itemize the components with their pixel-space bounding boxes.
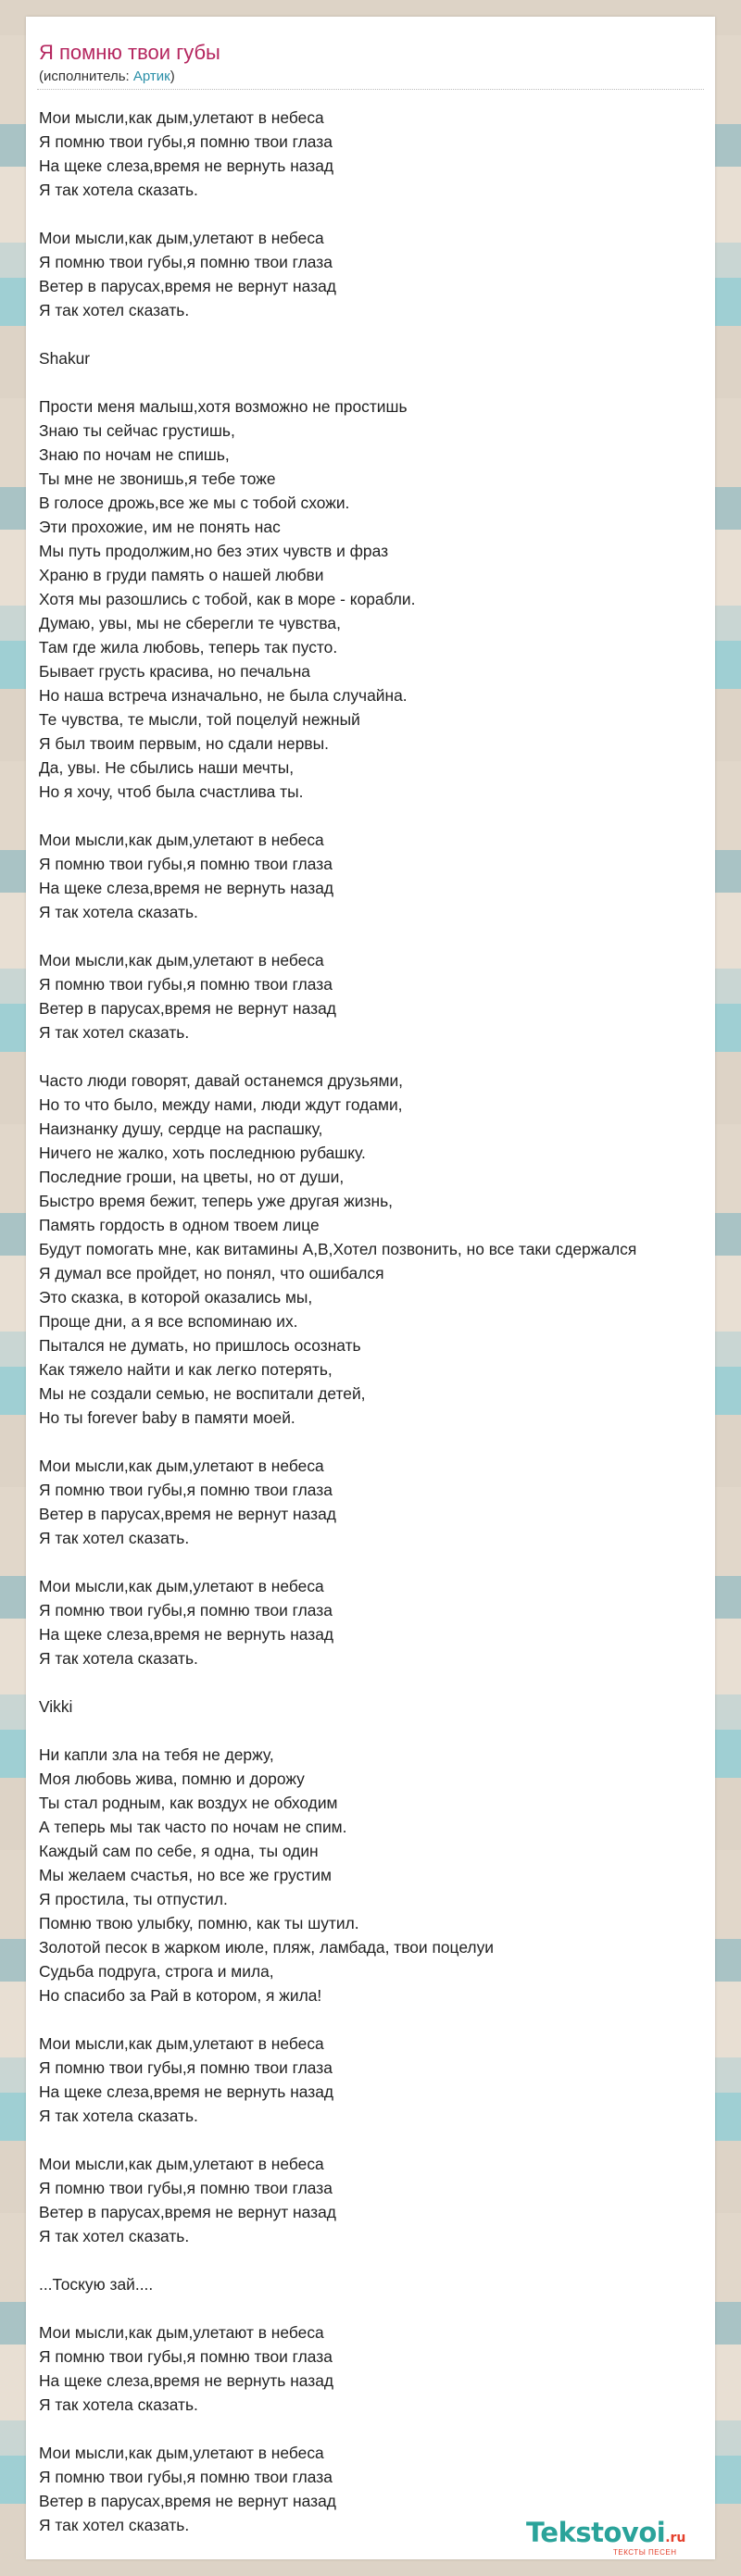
lyric-line: Те чувства, те мысли, той поцелуй нежный bbox=[39, 710, 360, 729]
lyric-line: Судьба подруга, строга и мила, bbox=[39, 1962, 274, 1981]
lyric-line: Я помню твои губы,я помню твои глаза bbox=[39, 132, 333, 151]
lyric-line: А теперь мы так часто по ночам не спим. bbox=[39, 1818, 347, 1836]
lyric-line bbox=[39, 2248, 715, 2272]
lyric-line: Я так хотела сказать. bbox=[39, 903, 198, 921]
lyric-line bbox=[39, 1719, 715, 1743]
lyric-line: На щеке слеза,время не вернуть назад bbox=[39, 1625, 334, 1644]
logo-main-text: Tekstovoi bbox=[526, 2517, 666, 2548]
lyric-line: Храню в груди память о нашей любви bbox=[39, 566, 324, 584]
lyric-line: Я помню твои губы,я помню твои глаза bbox=[39, 975, 333, 994]
lyric-line: Я помню твои губы,я помню твои глаза bbox=[39, 2468, 333, 2486]
lyric-line: Я так хотела сказать. bbox=[39, 2395, 198, 2414]
lyric-line bbox=[39, 2296, 715, 2320]
lyric-line: Я так хотела сказать. bbox=[39, 2107, 198, 2125]
lyric-line: Я помню твои губы,я помню твои глаза bbox=[39, 2179, 333, 2197]
lyric-line: Мои мысли,как дым,улетают в небеса bbox=[39, 831, 324, 849]
lyric-line: Ветер в парусах,время не вернут назад bbox=[39, 999, 336, 1018]
lyric-line: Пытался не думать, но пришлось осознать bbox=[39, 1336, 361, 1355]
lyric-line: Shakur bbox=[39, 349, 91, 368]
lyric-line: Я так хотела сказать. bbox=[39, 181, 198, 199]
lyric-line: Там где жила любовь, теперь так пусто. bbox=[39, 638, 338, 657]
lyric-line bbox=[39, 322, 715, 346]
lyric-line: На щеке слеза,время не вернуть назад bbox=[39, 2371, 334, 2390]
lyric-line: Мои мысли,как дым,улетают в небеса bbox=[39, 2034, 324, 2053]
lyric-line: Память гордость в одном твоем лице bbox=[39, 1216, 320, 1234]
lyric-line: Да, увы. Не сбылись наши мечты, bbox=[39, 758, 295, 777]
logo-tld: .ru bbox=[665, 2531, 686, 2545]
lyric-line: Проще дни, а я все вспоминаю их. bbox=[39, 1312, 298, 1331]
artist-link[interactable]: Артик bbox=[132, 69, 170, 84]
lyric-line: Часто люди говорят, давай останемся друзьями, bbox=[39, 1071, 404, 1090]
logo-wordmark bbox=[526, 2517, 685, 2548]
lyric-line: Знаю ты сейчас грустишь, bbox=[39, 421, 235, 440]
lyric-line: Но спасибо за Рай в котором, я жила! bbox=[39, 1986, 322, 2005]
performer-prefix: (исполнитель: bbox=[39, 69, 133, 84]
lyric-line: Мои мысли,как дым,улетают в небеса bbox=[39, 1577, 324, 1595]
lyric-line: Мои мысли,как дым,улетают в небеса bbox=[39, 1457, 324, 1475]
lyric-line: Мои мысли,как дым,улетают в небеса bbox=[39, 229, 324, 247]
title-divider bbox=[37, 89, 704, 90]
lyric-line: Мы желаем счастья, но все же грустим bbox=[39, 1866, 332, 1884]
lyric-line: Мы не создали семью, не воспитали детей, bbox=[39, 1384, 366, 1403]
performer-suffix: ) bbox=[170, 69, 175, 84]
lyric-line: В голосе дрожь,все же мы с тобой схожи. bbox=[39, 494, 350, 512]
lyric-line: Помню твою улыбку, помню, как ты шутил. bbox=[39, 1914, 359, 1932]
lyric-line: Я так хотел сказать. bbox=[39, 301, 190, 319]
lyric-line bbox=[39, 2128, 715, 2152]
lyric-line: Я помню твои губы,я помню твои глаза bbox=[39, 855, 333, 873]
lyric-line: Мы путь продолжим,но без этих чувств и фраз bbox=[39, 542, 389, 560]
lyric-line: Я думал все пройдет, но понял, что ошибался bbox=[39, 1264, 384, 1282]
lyric-line: Я так хотел сказать. bbox=[39, 2227, 190, 2245]
lyric-line: Мои мысли,как дым,улетают в небеса bbox=[39, 2444, 324, 2462]
lyric-line: Это сказка, в которой оказались мы, bbox=[39, 1288, 313, 1307]
lyric-line: Ветер в парусах,время не вернут назад bbox=[39, 2492, 336, 2510]
lyric-line: Но наша встреча изначально, не была случайна. bbox=[39, 686, 408, 705]
lyric-line: ...Тоскую зай.... bbox=[39, 2275, 154, 2294]
lyric-line: Быстро время бежит, теперь уже другая жизнь, bbox=[39, 1192, 393, 1210]
lyric-line bbox=[39, 804, 715, 828]
lyric-line bbox=[39, 202, 715, 226]
lyric-line bbox=[39, 2417, 715, 2441]
lyric-line: Хотя мы разошлись с тобой, как в море - корабли. bbox=[39, 590, 416, 608]
lyric-line: Мои мысли,как дым,улетают в небеса bbox=[39, 108, 324, 127]
lyric-line: Ты мне не звонишь,я тебе тоже bbox=[39, 469, 276, 488]
lyric-line: Vikki bbox=[39, 1697, 73, 1716]
lyric-line: Я помню твои губы,я помню твои глаза bbox=[39, 2347, 333, 2366]
lyric-line: Мои мысли,как дым,улетают в небеса bbox=[39, 2323, 324, 2342]
lyric-line: Прости меня малыш,хотя возможно не простишь bbox=[39, 397, 408, 416]
lyric-line: Но я хочу, чтоб была счастлива ты. bbox=[39, 782, 304, 801]
lyric-line: Я помню твои губы,я помню твои глаза bbox=[39, 2058, 333, 2077]
lyric-line bbox=[39, 1670, 715, 1694]
lyric-line: Я помню твои губы,я помню твои глаза bbox=[39, 253, 333, 271]
lyric-line: Моя любовь жива, помню и дорожу bbox=[39, 1769, 305, 1788]
lyric-line: Ничего не жалко, хоть последнюю рубашку. bbox=[39, 1144, 366, 1162]
lyric-line bbox=[39, 1550, 715, 1574]
lyric-line: Но ты forever baby в памяти моей. bbox=[39, 1408, 295, 1427]
lyric-line: Я так хотел сказать. bbox=[39, 1023, 190, 1042]
lyrics-text bbox=[39, 106, 715, 2537]
lyric-line: Золотой песок в жарком июле, пляж, ламбада, твои поцелуи bbox=[39, 1938, 494, 1957]
lyric-line: Я простила, ты отпустил. bbox=[39, 1890, 228, 1908]
lyric-line bbox=[39, 370, 715, 394]
lyric-line: Эти прохожие, им не понять нас bbox=[39, 518, 281, 536]
logo-tagline: ТЕКСТЫ ПЕСЕН bbox=[613, 2548, 677, 2557]
lyric-line: Ветер в парусах,время не вернут назад bbox=[39, 2203, 336, 2221]
lyric-line: Ветер в парусах,время не вернут назад bbox=[39, 1505, 336, 1523]
lyric-line: Я так хотела сказать. bbox=[39, 1649, 198, 1668]
lyric-line: Бывает грусть красива, но печальна bbox=[39, 662, 310, 681]
lyric-line: На щеке слеза,время не вернуть назад bbox=[39, 879, 334, 897]
lyric-line: Ветер в парусах,время не вернут назад bbox=[39, 277, 336, 295]
song-title: Я помню твои губы bbox=[39, 41, 220, 64]
lyric-line: Я был твоим первым, но сдали нервы. bbox=[39, 734, 329, 753]
lyric-line: Ты стал родным, как воздух не обходим bbox=[39, 1794, 338, 1812]
lyric-line: На щеке слеза,время не вернуть назад bbox=[39, 2082, 334, 2101]
lyric-line: Ни капли зла на тебя не держу, bbox=[39, 1745, 274, 1764]
lyric-line: Я так хотел сказать. bbox=[39, 1529, 190, 1547]
lyrics-card bbox=[26, 17, 715, 2559]
lyric-line: Но то что было, между нами, люди ждут годами, bbox=[39, 1095, 403, 1114]
lyric-line bbox=[39, 1430, 715, 1454]
lyric-line: Я помню твои губы,я помню твои глаза bbox=[39, 1601, 333, 1619]
lyric-line: Знаю по ночам не спишь, bbox=[39, 445, 230, 464]
lyric-line: Последние гроши, на цветы, но от души, bbox=[39, 1168, 345, 1186]
performer-line bbox=[39, 69, 175, 84]
lyric-line: На щеке слеза,время не вернуть назад bbox=[39, 156, 334, 175]
lyric-line: Будут помогать мне, как витамины А,В,Хотел позвонить, но все таки сдержался bbox=[39, 1240, 637, 1258]
lyric-line: Думаю, увы, мы не сберегли те чувства, bbox=[39, 614, 341, 632]
lyric-line: Мои мысли,как дым,улетают в небеса bbox=[39, 2155, 324, 2173]
lyric-line: Я помню твои губы,я помню твои глаза bbox=[39, 1481, 333, 1499]
lyric-line: Мои мысли,как дым,улетают в небеса bbox=[39, 951, 324, 969]
site-logo[interactable] bbox=[526, 2517, 711, 2557]
lyric-line: Каждый сам по себе, я одна, ты один bbox=[39, 1842, 319, 1860]
lyric-line bbox=[39, 924, 715, 948]
lyric-line: Наизнанку душу, сердце на распашку, bbox=[39, 1119, 323, 1138]
lyric-line bbox=[39, 1044, 715, 1069]
lyric-line: Как тяжело найти и как легко потерять, bbox=[39, 1360, 333, 1379]
lyric-line bbox=[39, 2007, 715, 2032]
lyric-line: Я так хотел сказать. bbox=[39, 2516, 190, 2534]
